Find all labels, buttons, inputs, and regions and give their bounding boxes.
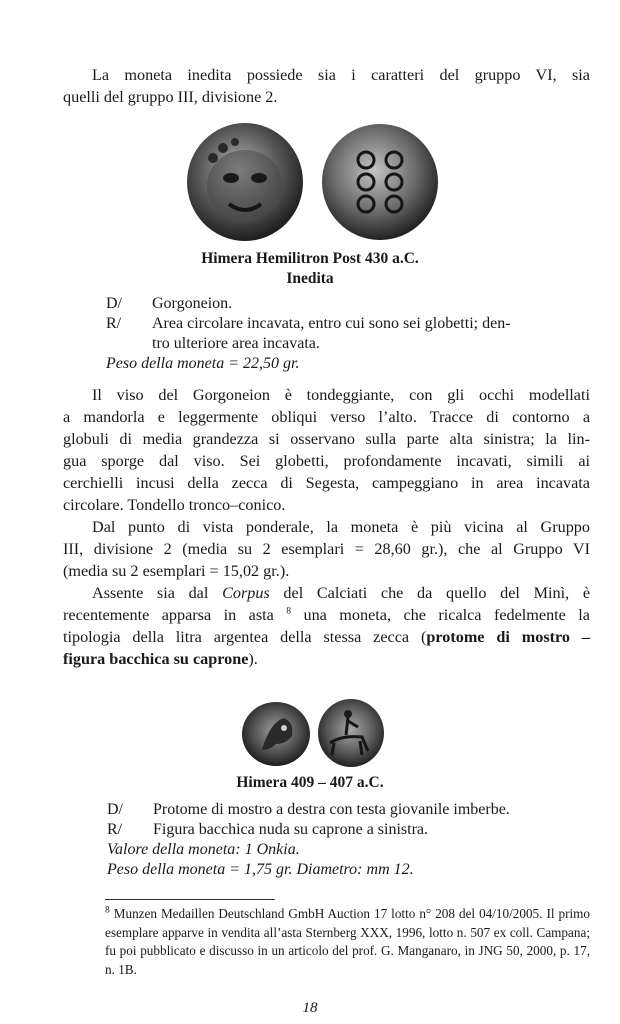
figure-1-description xyxy=(106,294,592,374)
footnote-text: Munzen Medaillen Deutschland GmbH Auction 17 lotto n° 208 del 04/10/2005. Il primo esemplare apparve in vendita all’asta Sternberg XXX, 1996, lotto n. 507 ex coll. Campana; fu poi pubblicato e discusso in un articolo del prof. G. Manganaro, in JNG 50, 2000, p. 17, n. 1B. xyxy=(105,906,590,977)
description-row xyxy=(106,314,592,334)
reverse-tag: R/ xyxy=(107,821,123,838)
coin-image-protome xyxy=(240,700,312,768)
obverse-text: Protome di mostro a destra con testa giovanile imberbe. xyxy=(153,801,510,818)
description-row xyxy=(107,800,593,820)
paragraph-line-last: circolare. Tondello tronco–conico. xyxy=(63,496,286,514)
intro-line-1: La moneta inedita possiede sia i caratteri del gruppo VI, sia xyxy=(92,66,590,84)
value-text: Valore della moneta: 1 Onkia. xyxy=(107,841,300,858)
corpus-italic: Corpus xyxy=(222,584,270,602)
value-row xyxy=(107,840,593,860)
reverse-tag: R/ xyxy=(106,315,122,332)
text-run: ). xyxy=(248,650,258,668)
text-run: una moneta, che ricalca fedelmente la xyxy=(291,606,590,624)
figure-1-caption-title: Himera Hemilitron Post 430 a.C. xyxy=(201,250,419,267)
description-row xyxy=(106,334,592,354)
footnote-marker: 8 xyxy=(105,905,110,916)
text-run: recentemente apparsa in asta xyxy=(63,606,287,624)
obverse-text: Gorgoneion. xyxy=(152,295,233,312)
paragraph-line: gua sporge dal viso. Sei globetti, profondamente incavati, simili ai xyxy=(63,452,590,470)
reverse-tag-continuation xyxy=(106,334,152,354)
coin-image-six-globetti xyxy=(318,120,442,244)
coin-image-gorgoneion xyxy=(183,120,308,245)
bold-run: figura bacchica su caprone xyxy=(63,650,249,668)
page-number: 18 xyxy=(302,1000,318,1016)
figure-2-caption: Himera 409 – 407 a.C. xyxy=(236,774,384,791)
body-paragraph-2 xyxy=(63,516,590,582)
obverse-tag: D/ xyxy=(106,295,122,312)
intro-paragraph-end xyxy=(63,86,590,108)
body-paragraph-1 xyxy=(63,384,590,516)
reverse-text: Area circolare incavata, entro cui sono sei globetti; den- xyxy=(152,315,511,332)
body-paragraph-3 xyxy=(63,582,590,670)
weight-diameter-text: Peso della moneta = 1,75 gr. Diametro: mm 12. xyxy=(107,861,414,878)
paragraph-line xyxy=(63,604,590,626)
paragraph-line: globuli di media grandezza si osservano sulla parte alta sinistra; la lin- xyxy=(63,430,590,448)
weight-text: Peso della moneta = 22,50 gr. xyxy=(106,355,300,372)
text-run: tipologia della litra argentea della stessa zecca ( xyxy=(63,628,427,646)
reverse-text-continuation: tro ulteriore area incavata. xyxy=(152,335,320,352)
obverse-tag: D/ xyxy=(107,801,123,818)
paragraph-line xyxy=(63,626,590,648)
figure-2-description xyxy=(107,800,593,880)
paragraph-line: a mandorla e leggermente obliqui verso l’alto. Tracce di contorno a xyxy=(63,408,590,426)
paragraph-line: III, divisione 2 (media su 2 esemplari = 28,60 gr.), che al Gruppo VI xyxy=(63,540,590,558)
text-run: Assente sia dal xyxy=(92,584,223,602)
weight-row xyxy=(106,354,592,374)
paragraph-line: Dal punto di vista ponderale, la moneta è più vicina al Gruppo xyxy=(92,518,590,536)
text-run: del Calciati che da quello del Minì, è xyxy=(269,584,591,602)
figure-1-caption-subtitle: Inedita xyxy=(286,270,334,287)
footnote-reference: 8 xyxy=(286,606,292,617)
description-row xyxy=(106,294,592,314)
paragraph-line: Il viso del Gorgoneion è tondeggiante, con gli occhi modellati xyxy=(92,386,590,404)
bold-run: protome di mostro – xyxy=(426,628,590,646)
reverse-text: Figura bacchica nuda su caprone a sinistra. xyxy=(153,821,429,838)
paragraph-line-last xyxy=(63,648,590,670)
coin-image-bacchic-figure xyxy=(316,697,386,769)
paragraph-line: cerchielli incusi della zecca di Segesta, campeggiano in area incavata xyxy=(63,474,590,492)
footnote-divider xyxy=(105,899,275,900)
intro-paragraph xyxy=(92,64,590,86)
intro-line-2: quelli del gruppo III, divisione 2. xyxy=(63,88,278,106)
paragraph-line xyxy=(63,582,590,604)
weight-row xyxy=(107,860,593,880)
description-row xyxy=(107,820,593,840)
paragraph-line-last: (media su 2 esemplari = 15,02 gr.). xyxy=(63,562,290,580)
footnote xyxy=(105,905,590,979)
